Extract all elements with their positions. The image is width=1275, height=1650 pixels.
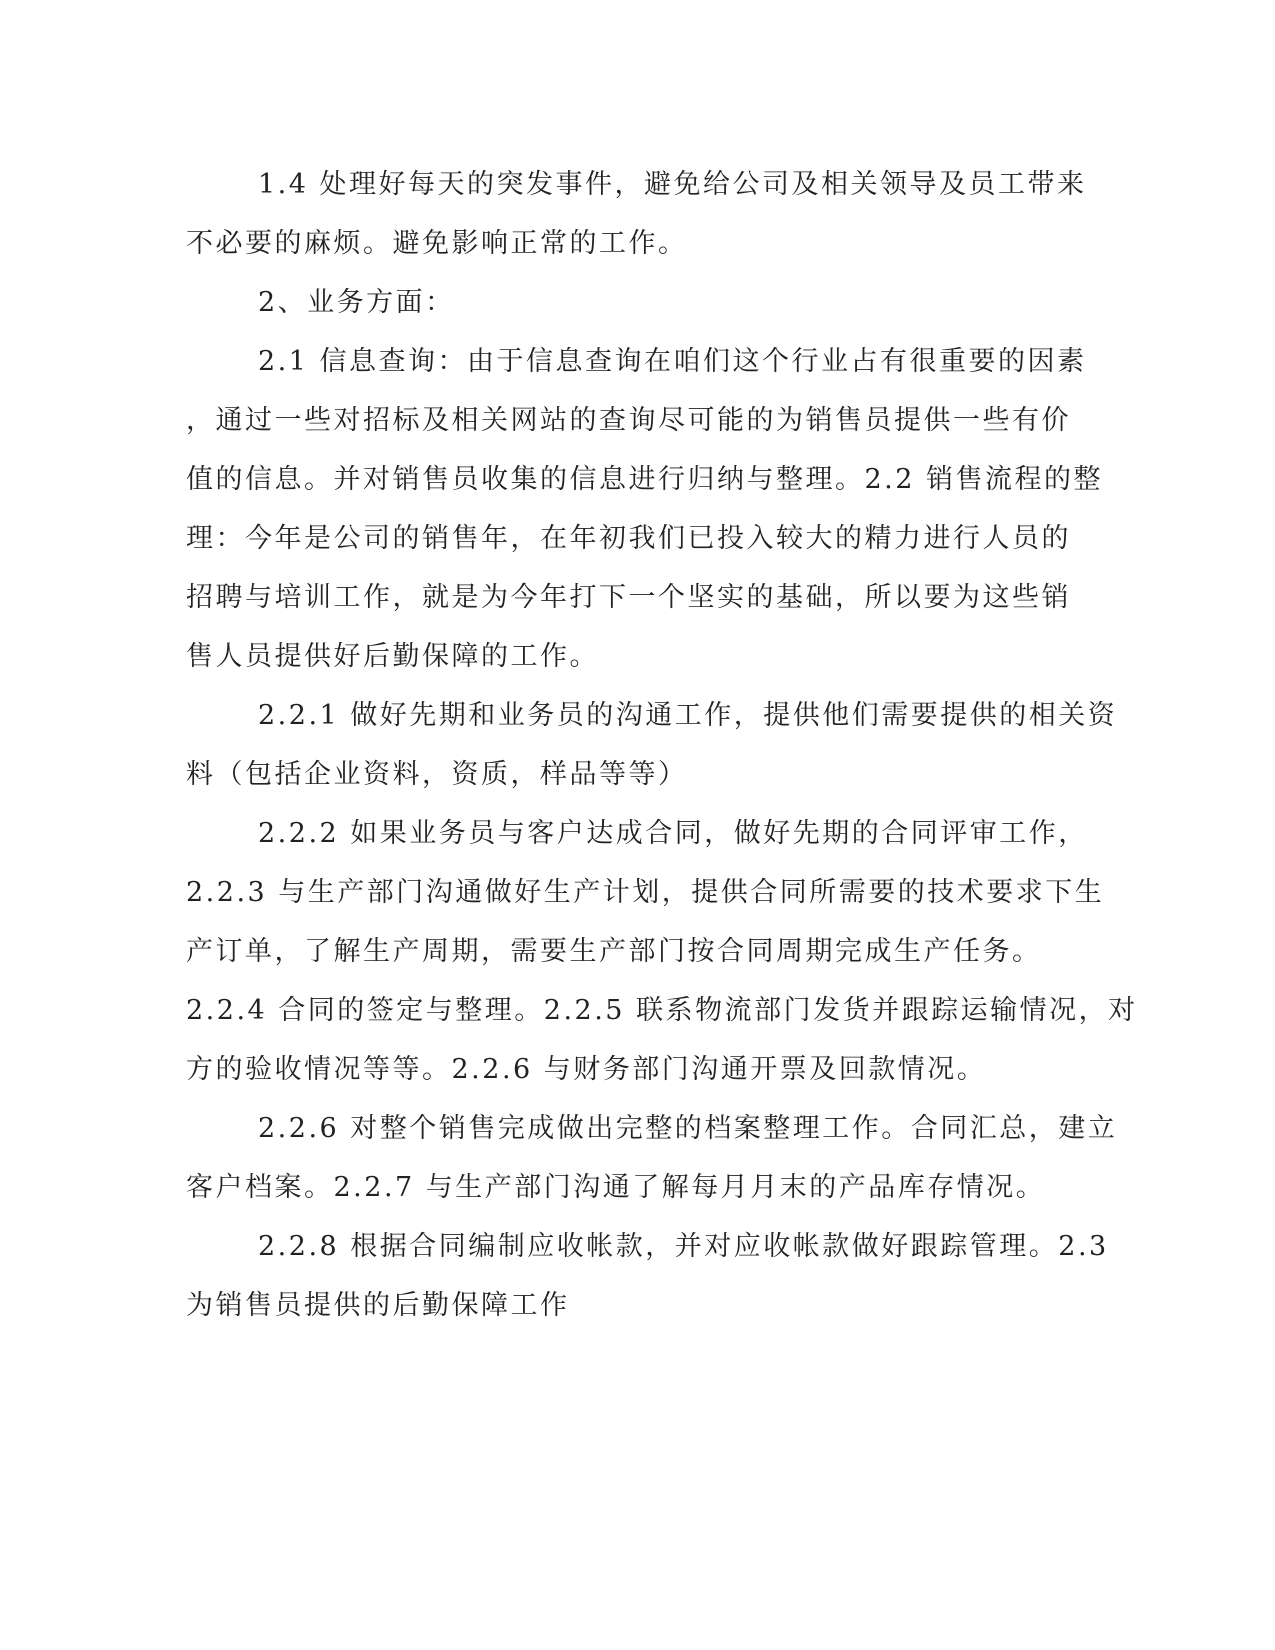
- text-line: 产订单，了解生产周期，需要生产部门按合同周期完成生产任务。: [186, 936, 1042, 967]
- text-line: 理：今年是公司的销售年，在年初我们已投入较大的精力进行人员的: [186, 523, 1071, 554]
- text-line: 2.2.6 对整个销售完成做出完整的档案整理工作。合同汇总，建立: [258, 1113, 1118, 1144]
- text-line: 招聘与培训工作，就是为今年打下一个坚实的基础，所以要为这些销: [186, 582, 1071, 613]
- text-line: 不必要的麻烦。避免影响正常的工作。: [186, 228, 688, 259]
- text-line: 2.1 信息查询：由于信息查询在咱们这个行业占有很重要的因素: [258, 346, 1087, 377]
- document-body: [186, 155, 1138, 1335]
- text-line: 料（包括企业资料，资质，样品等等）: [186, 759, 688, 790]
- text-line: 值的信息。并对销售员收集的信息进行归纳与整理。2.2 销售流程的整: [186, 464, 1104, 495]
- text-line: 售人员提供好后勤保障的工作。: [186, 641, 599, 672]
- text-line: 2.2.4 合同的签定与整理。2.2.5 联系物流部门发货并跟踪运输情况，对: [186, 995, 1138, 1026]
- text-line: ，通过一些对招标及相关网站的查询尽可能的为销售员提供一些有价: [186, 405, 1071, 436]
- section-heading: 2、业务方面：: [258, 287, 455, 318]
- text-line: 2.2.3 与生产部门沟通做好生产计划，提供合同所需要的技术要求下生: [186, 877, 1105, 908]
- text-line: 2.2.8 根据合同编制应收帐款，并对应收帐款做好跟踪管理。2.3: [258, 1231, 1109, 1262]
- text-line: 2.2.2 如果业务员与客户达成合同，做好先期的合同评审工作，: [258, 818, 1088, 849]
- text-line: 2.2.1 做好先期和业务员的沟通工作，提供他们需要提供的相关资: [258, 700, 1118, 731]
- text-line: 1.4 处理好每天的突发事件，避免给公司及相关领导及员工带来: [258, 169, 1087, 200]
- text-line: 客户档案。2.2.7 与生产部门沟通了解每月月末的产品库存情况。: [186, 1172, 1046, 1203]
- text-line: 为销售员提供的后勤保障工作: [186, 1290, 570, 1321]
- text-line: 方的验收情况等等。2.2.6 与财务部门沟通开票及回款情况。: [186, 1054, 987, 1085]
